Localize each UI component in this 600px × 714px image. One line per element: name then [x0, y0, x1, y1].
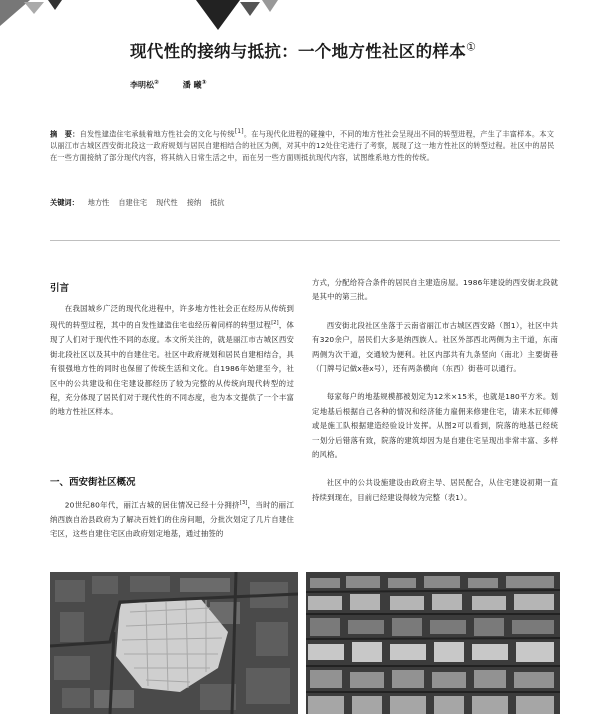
intro-text-continued: ，体现了人们对于现代性不同的态度。本文所关注的，就是丽江市古城区西安街北段社区以及其中的自建住宅。社区中政府规划和居民自建相结合，具有很强地方性的同时也保留了传统生活和文化。自1986年始建至今，社区中的公共建设和住宅建设都经历了较为完整的从传统向现代转型的过程，充分体现了居民们对于现代性的不同态度，也为本文提供了一个丰富的地方性社区样本。: [50, 320, 294, 417]
satellite-map-image: [50, 572, 298, 714]
abstract: [50, 126, 560, 163]
abstract-text: 自发性建造住宅承载着地方性社会的文化与传统: [79, 129, 235, 139]
abstract-text-continued: 。在与现代化进程的碰撞中，不同的地方性社会呈现出不同的转型进程，产生了丰富样本。本文以丽江市古城区西安街北段这一政府规划与居民自建相结合的社区为例，对其中的12处住宅进行了考察，展现了这一地方性社区的转型过程。社区中的居民在一些方面接纳了部分现代内容，将其纳入日常生活之中，而在另一些方面则抵抗现代内容，试图维系地方性的传统。: [50, 129, 555, 162]
divider: [50, 240, 560, 241]
corner-decoration: [48, 0, 62, 10]
intro-body: [50, 302, 294, 420]
corner-decoration: [196, 0, 240, 30]
figure-satellite-map: [50, 572, 298, 714]
intro-paragraph: [50, 302, 294, 420]
citation-ref: [3]: [239, 500, 248, 506]
corner-decoration: [240, 2, 260, 16]
body-paragraph: 每家每户的地基规模都被划定为12米×15米，也就是180平方米。划定地基后根据自己各种的情况和经济能力雇佣来修建住宅，请来木匠师傅或是施工队根据建造经验设计发挥。从图2可以看到，院落的地基已经统一划分后错落有致，院落的建筑却因为是自建住宅呈现出非常丰富、多样的风格。: [312, 392, 558, 460]
right-column-body: [312, 276, 558, 505]
abstract-label: 摘 要：: [50, 129, 80, 139]
keywords-label: 关键词：: [50, 198, 79, 207]
intro-text: 在我国城乡广泛的现代化进程中，许多地方性社会正在经历从传统到现代的转型过程，其中的自发性建造住宅也经历着同样的转型过程: [50, 304, 294, 330]
citation-ref: [2]: [271, 320, 279, 327]
title-text: 现代性的接纳与抵抗：一个地方性社区的样本: [130, 42, 466, 61]
aerial-rooftops-image: [306, 572, 560, 714]
keyword: 地方性: [87, 198, 110, 207]
keyword: 现代性: [156, 198, 178, 207]
body-paragraph: 社区中的公共设施建设由政府主导、居民配合，从住宅建设初期一直持续到现在，目前已经建设得较为完整（表1）。: [312, 478, 558, 502]
author-line: [130, 79, 207, 91]
author-name: 潘 曦: [182, 80, 202, 90]
keyword: 抵抗: [210, 198, 225, 207]
overview-paragraph: [50, 496, 294, 542]
author-name: 李明松: [130, 80, 154, 90]
keyword: 接纳: [186, 198, 202, 207]
corner-decoration: [24, 2, 44, 14]
section-heading-overview: 一、西安街社区概况: [50, 477, 136, 488]
section-heading-intro: 引言: [50, 283, 70, 294]
figure-aerial-photo: [306, 572, 560, 714]
overview-text-continued: ，当时的丽江纳西族自治县政府为了解决百姓们的住房问题，分批次划定了几片自建住宅区，这些自建住宅区由政府划定地基，通过抽签的: [50, 500, 294, 539]
body-paragraph: 西安街北段社区坐落于云南省丽江市古城区西安路（图1），社区中共有320余户，居民们大多是纳西族人。社区外部西北两侧为主干道，东南两侧为次干道，交通较为便利。社区内部共有九条竖向（南北）主要街巷（门牌号记做x巷x号），还有两条横向（东西）街巷可以通行。: [312, 320, 558, 374]
corner-decoration: [262, 0, 278, 12]
citation-ref: [1]: [234, 128, 244, 135]
keyword: 自建住宅: [118, 198, 148, 207]
body-paragraph: 方式，分配给符合条件的居民自主建造房屋。1986年建设的西安街北段就是其中的第三批。: [312, 278, 558, 302]
keywords: [50, 198, 224, 208]
author-mark: ②: [154, 79, 160, 86]
paper-title: [130, 38, 476, 62]
overview-text: 20世纪80年代，丽江古城的居住情况已经十分拥挤: [64, 500, 240, 510]
overview-body: [50, 496, 294, 542]
title-footnote-mark: ①: [466, 40, 477, 54]
author-mark: ③: [201, 79, 207, 86]
